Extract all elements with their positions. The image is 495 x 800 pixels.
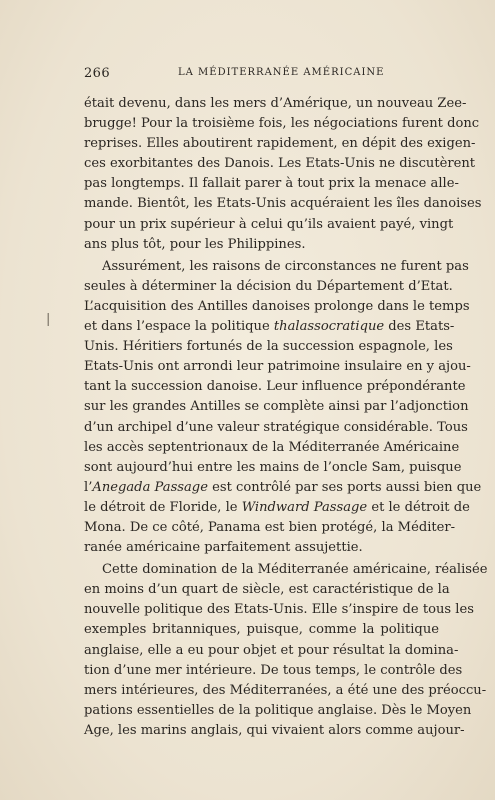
text-line: Assurément, les raisons de circonstances ne furent pas	[102, 258, 469, 274]
text-line: ranée américaine parfaitement assujettie.	[84, 540, 363, 556]
text-line: d’un archipel d’une valeur stratégique considérable. Tous	[84, 419, 468, 435]
text-line: Mona. De ce côté, Panama est bien protégé, la Méditer-	[84, 519, 456, 535]
italic-term: Windward Passage	[241, 499, 368, 515]
paragraph	[84, 257, 482, 558]
text-segment: est contrôlé par ses ports aussi bien que	[207, 479, 482, 495]
text-line: tion d’une mer intérieure. De tous temps, le contrôle des	[84, 662, 463, 678]
text-line: brugge! Pour la troisième fois, les négociations furent donc	[84, 116, 480, 132]
text-line: Cette domination de la Méditerranée américaine, réalisée	[102, 562, 488, 578]
text-line: sur les grandes Antilles se complète ainsi par l’adjonction	[84, 399, 469, 415]
text-segment: le détroit de Floride, le	[84, 499, 242, 515]
text-segment: des Etats-	[384, 319, 455, 335]
text-line: pas longtemps. Il fallait parer à tout prix la menace alle-	[84, 176, 459, 192]
text-line	[84, 478, 482, 498]
page-header	[84, 66, 438, 82]
text-line: Unis. Héritiers fortunés de la succession espagnole, les	[84, 339, 453, 355]
text-line: mers intérieures, des Méditerranées, a été une des préoccu-	[84, 682, 487, 698]
page-number: 266	[84, 66, 111, 81]
text-line: tant la succession danoise. Leur influence prépondérante	[84, 379, 466, 395]
text-line: les accès septentrionaux de la Méditerranée Américaine	[84, 439, 460, 455]
text-line: en moins d’un quart de siècle, est caractéristique de la	[84, 582, 450, 598]
margin-pencil-mark: |	[46, 312, 51, 327]
text-line: L’acquisition des Antilles danoises prolonge dans le temps	[84, 298, 470, 314]
text-line: seules à déterminer la décision du Département d’Etat.	[84, 278, 453, 294]
text-line	[84, 498, 470, 518]
body-text	[84, 94, 488, 743]
text-line: sont aujourd’hui entre les mains de l’oncle Sam, puisque	[84, 459, 462, 475]
italic-term: thalassocratique	[273, 319, 385, 335]
text-line: était devenu, dans les mers d’Amérique, un nouveau Zee-	[84, 96, 467, 111]
running-title: LA MÉDITERRANÉE AMÉRICAINE	[178, 67, 385, 78]
text-line	[84, 317, 455, 337]
text-line: pour un prix supérieur à celui qu’ils avaient payé, vingt	[84, 216, 454, 232]
paragraph	[84, 560, 488, 741]
text-line: nouvelle politique des Etats-Unis. Elle s’inspire de tous les	[84, 602, 474, 618]
italic-term: Anegada Passage	[92, 479, 208, 495]
text-line: reprises. Elles aboutirent rapidement, en dépit des exigen-	[84, 136, 476, 152]
text-line: anglaise, elle a eu pour objet et pour résultat la domina-	[84, 642, 459, 658]
paragraph	[84, 94, 482, 255]
text-line: ces exorbitantes des Danois. Les Etats-Unis ne discutèrent	[84, 156, 476, 172]
text-segment: et le détroit de	[367, 499, 470, 515]
text-line: pations essentielles de la politique anglaise. Dès le Moyen	[84, 702, 472, 718]
text-line: ans plus tôt, pour les Philippines.	[84, 236, 306, 252]
text-segment: l’	[84, 479, 93, 495]
text-segment: et dans l’espace la politique	[84, 319, 274, 335]
text-line: exemples britanniques, puisque, comme la politique	[84, 622, 439, 638]
text-line: Etats-Unis ont arrondi leur patrimoine insulaire en y ajou-	[84, 359, 471, 375]
text-line: Age, les marins anglais, qui vivaient alors comme aujour-	[84, 722, 465, 738]
text-line: mande. Bientôt, les Etats-Unis acquéraient les îles danoises	[84, 196, 482, 212]
